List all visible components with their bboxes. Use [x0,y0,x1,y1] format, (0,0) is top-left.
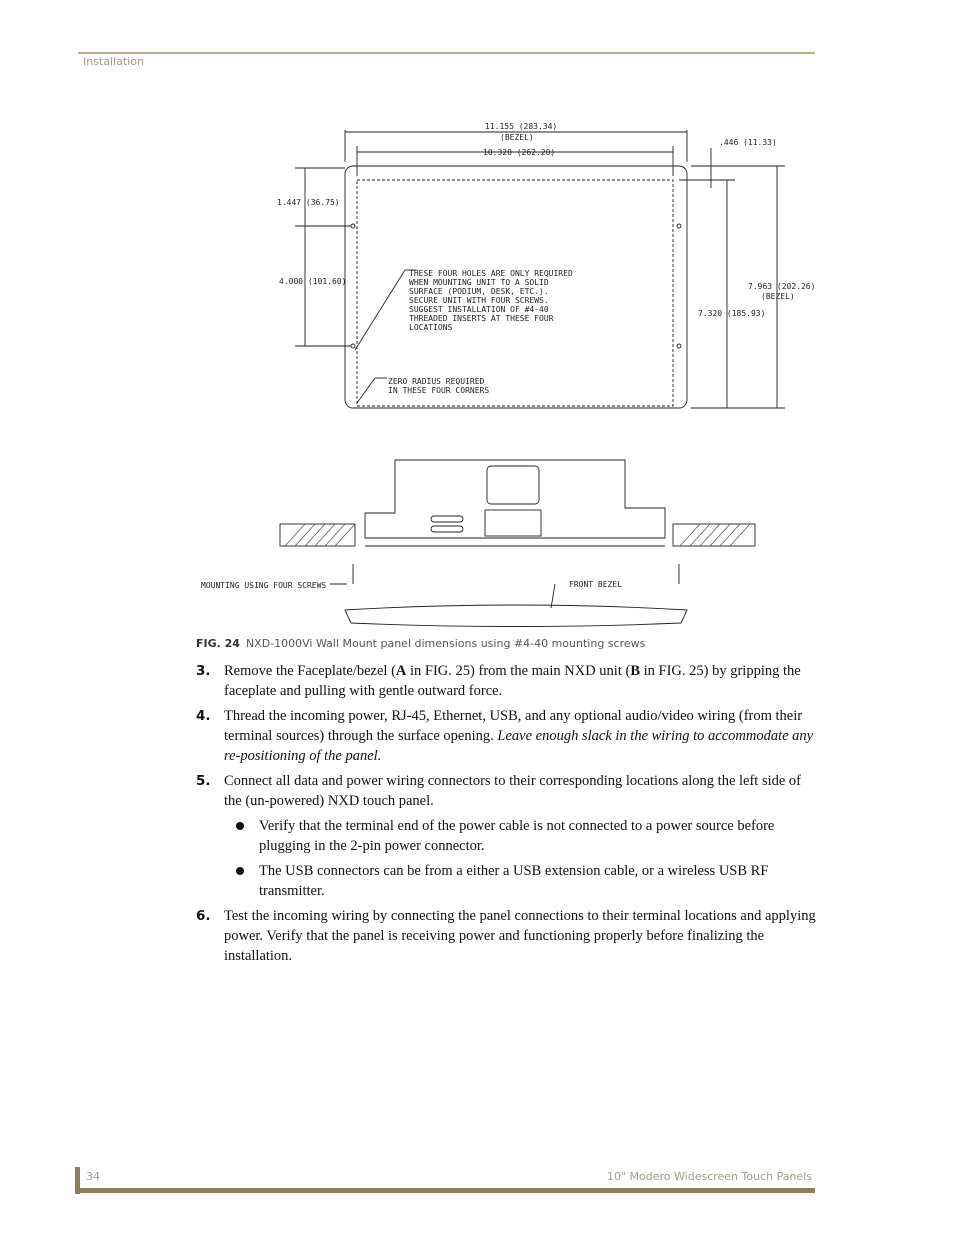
unit-side [365,460,665,538]
bullet-item: Verify that the terminal end of the power cable is not connected to a power source before plugging in the 2-pin power connector. [236,816,816,856]
dim-width-bezel: 11.155 (283.34) [485,122,558,131]
mount-hole [351,344,355,348]
dim-height-inner: 7.320 (185.93) [698,309,766,318]
label-front-bezel: FRONT BEZEL [569,580,622,589]
footer-rule [75,1188,815,1193]
dim-hole-spacing: 4.000 (101.60) [279,277,347,286]
note-holes [409,269,573,332]
step-4: 4. Thread the incoming power, RJ-45, Ethernet, USB, and any optional audio/video wiring (from their terminal sources) through the surface opening. Leave enough slack in the wiring to accommodate any re-positioning of the panel. [196,708,814,764]
mount-hole [677,344,681,348]
svg-text:THESE FOUR HOLES ARE ONLY REQU: THESE FOUR HOLES ARE ONLY REQUIRED [409,269,573,278]
dim-edge: .446 (11.33) [719,138,777,147]
svg-text:SUGGEST INSTALLATION OF #4-40: SUGGEST INSTALLATION OF #4-40 [409,305,549,314]
svg-text:(BEZEL): (BEZEL) [500,133,534,142]
label-mounting: MOUNTING USING FOUR SCREWS [201,581,327,590]
note-corners [388,377,489,395]
svg-text:SURFACE (PODIUM, DESK, ETC.).: SURFACE (PODIUM, DESK, ETC.). [409,287,549,296]
caption-label: FIG. 24 [196,637,240,650]
section-header: Installation [83,55,144,68]
dim-height-bezel: 7.963 (202.26) [748,282,815,291]
svg-text:ZERO RADIUS REQUIRED: ZERO RADIUS REQUIRED [388,377,485,386]
footer-title: 10" Modero Widescreen Touch Panels [606,1170,812,1183]
front-bezel [345,605,687,627]
svg-text:THREADED INSERTS AT THESE FOUR: THREADED INSERTS AT THESE FOUR [409,314,554,323]
mount-hole [677,224,681,228]
svg-text:LOCATIONS: LOCATIONS [409,323,453,332]
svg-text:IN THESE FOUR CORNERS: IN THESE FOUR CORNERS [388,386,490,395]
figure-caption [196,637,645,650]
bullet-item: The USB connectors can be from a either a USB extension cable, or a wireless USB RF transmitter. [236,861,816,901]
dimension-drawing [195,118,815,630]
step-6: 6. Test the incoming wiring by connecting the panel connections to their terminal locations and applying power. Verify that the panel is receiving power and functioning properly before finalizing the installation. [196,908,816,964]
header-rule [78,52,815,54]
dim-top-offset: 1.447 (36.75) [277,198,340,207]
svg-text:(BEZEL): (BEZEL) [761,292,795,301]
step-5: 5. Connect all data and power wiring connectors to their corresponding locations along the left side of the (un-powered) NXD touch panel. [196,773,802,809]
mount-hole [351,224,355,228]
step-3: 3. Remove the Faceplate/bezel (A in FIG. 25) from the main NXD unit (B in FIG. 25) by gripping the faceplate and pulling with gentle outward force. [196,663,801,699]
svg-text:WHEN MOUNTING UNIT TO A SOLID: WHEN MOUNTING UNIT TO A SOLID [409,278,549,287]
caption-text: NXD-1000Vi Wall Mount panel dimensions using #4-40 mounting screws [245,637,646,650]
dim-width-inner: 10.320 (262.20) [483,148,556,157]
page-number: 34 [86,1170,100,1183]
svg-text:SECURE UNIT WITH FOUR SCREWS.: SECURE UNIT WITH FOUR SCREWS. [409,296,549,305]
